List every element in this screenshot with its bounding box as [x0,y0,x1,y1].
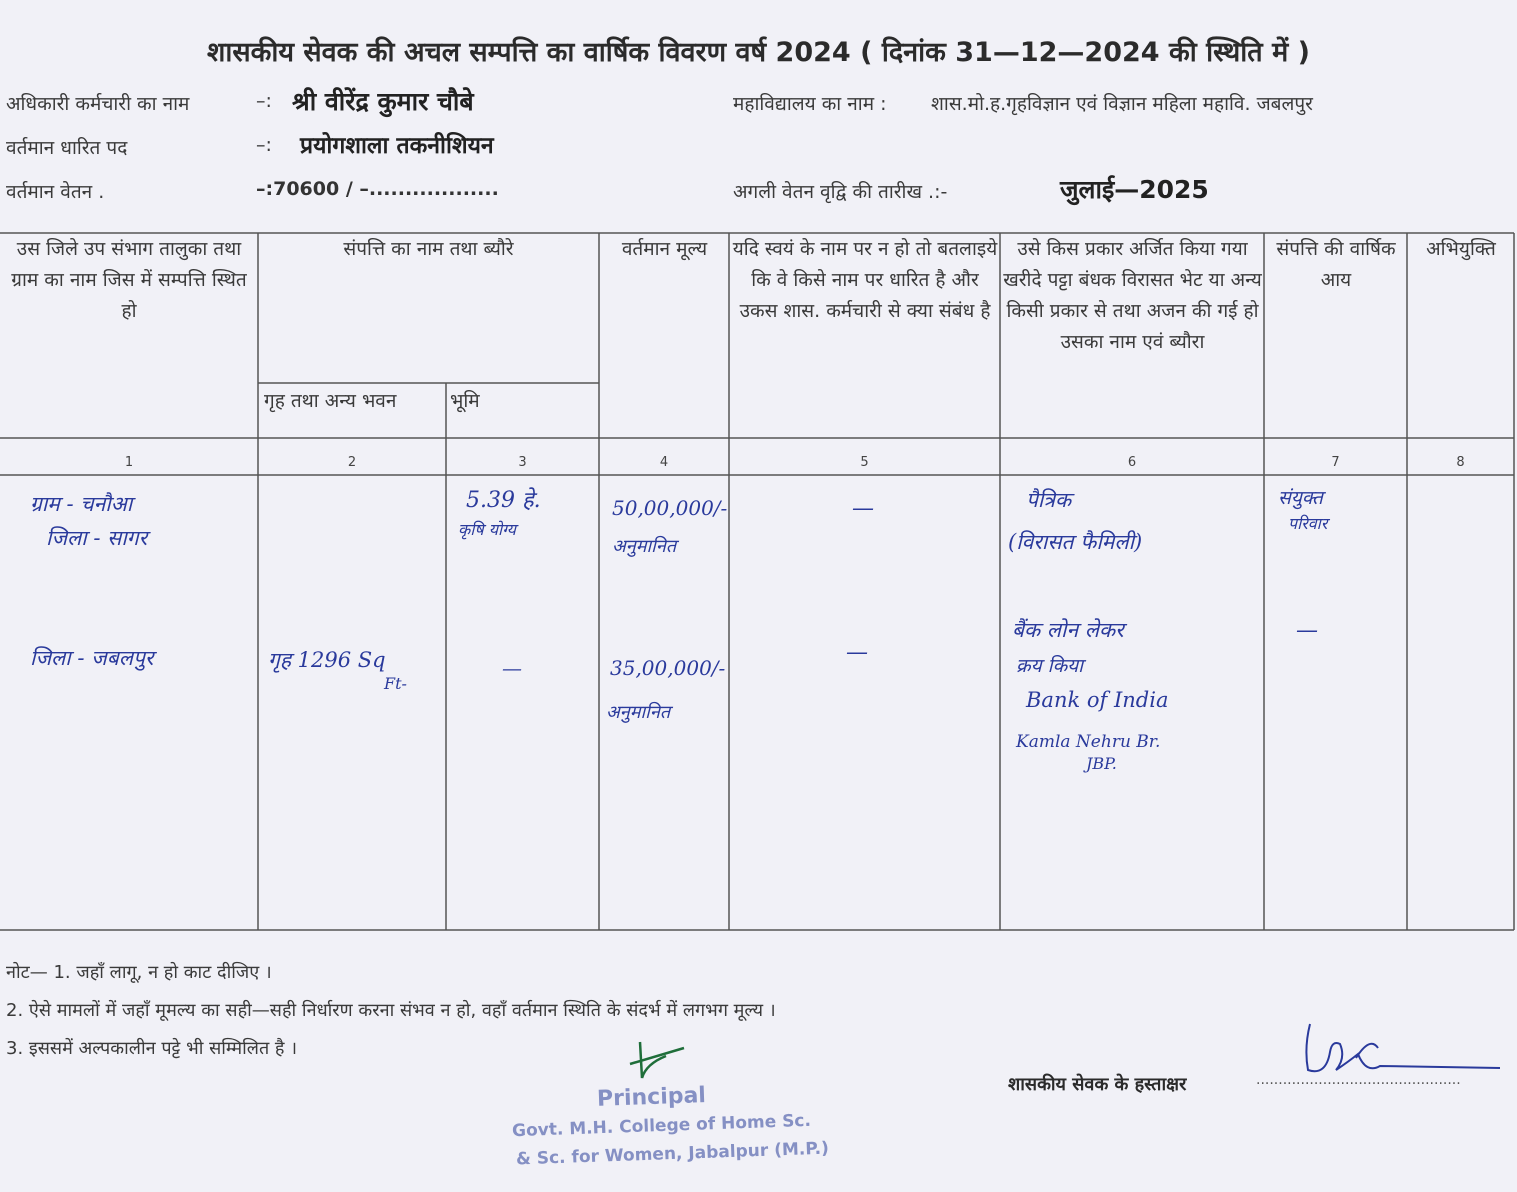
row2-acquired-detail: क्रय किया [1016,655,1084,677]
stamp-title: Principal [596,1083,707,1112]
row2-bank-name: Bank of India [1026,688,1169,712]
note-3: 3. इससमें अल्पकालीन पट्टे भी सम्मिलित है । [6,1038,298,1059]
row2-value: 35,00,000/- [610,656,726,680]
employee-name: श्री वीरेंद्र कुमार चौबे [292,87,474,116]
row2-land: — [502,656,522,680]
signature-line: .............................................. [1256,1072,1461,1088]
row1-income-note: परिवार [1288,514,1328,533]
row1-land-area: 5.39 हे. [466,488,541,513]
post-label: वर्तमान धारित पद [6,137,128,159]
stamp-college: Govt. M.H. College of Home Sc. [511,1110,812,1142]
col-number: 5 [860,455,869,470]
increment-date: जुलाई—2025 [1060,175,1209,204]
row1-location-village: ग्राम - चनौआ [30,492,133,516]
employee-signature [1296,1018,1508,1084]
salary-value: –:70600 / –.................. [256,178,499,200]
row2-building: गृह 1296 Sq [268,648,386,672]
header-property-details: संपत्ति का नाम तथा ब्यौरे [343,238,514,260]
post-separator: –: [256,134,272,156]
stamp-location: & Sc. for Women, Jabalpur (M.P.) [515,1138,830,1170]
col-number: 3 [518,455,527,470]
row2-value-note: अनुमानित [606,702,671,723]
header-land: भूमि [450,390,480,412]
college-label: महाविद्यालय का नाम : [733,93,887,115]
college-name: शास.मो.ह.गृहविज्ञान एवं विज्ञान महिला महावि. जबलपुर [931,93,1313,115]
row2-acquired: बैंक लोन लेकर [1012,618,1124,642]
name-separator: –: [256,90,272,112]
col-number: 2 [347,455,357,470]
row2-bank-branch: Kamla Nehru Br. [1016,732,1161,752]
note-2: 2. ऐसे मामलों में जहाँ मूमल्य का सही—सही निर्धारण करना संभव न हो, वहाँ वर्तमान स्थिति के संदर्भ में लगभग मूल्य । [6,1000,776,1021]
row1-acquired-detail: (विरासत फैमिली) [1008,530,1143,554]
header-remarks: अभियुक्ति [1426,238,1496,260]
row1-value-note: अनुमानित [612,536,677,557]
header-location: उस जिले उप संभाग तालुका तथा ग्राम का नाम जिस में सम्पत्ति स्थित हो [11,238,247,322]
col-number: 1 [124,455,134,470]
post-value: प्रयोगशाला तकनीशियन [300,133,494,159]
col-number: 4 [659,455,669,470]
document-title: शासकीय सेवक की अचल सम्पत्ति का वार्षिक विवरण वर्ष 2024 ( दिनांक 31—12—2024 की स्थिति में ) [207,37,1310,68]
header-annual-income: संपत्ति की वार्षिक आय [1276,238,1396,291]
row1-income: संयुक्त [1278,487,1323,509]
row1-location-district: जिला - सागर [46,526,148,550]
row1-value: 50,00,000/- [612,496,728,520]
col-number: 6 [1127,455,1137,470]
row1-land-type: कृषि योग्य [458,520,516,539]
name-label: अधिकारी कर्मचारी का नाम [6,93,190,115]
header-acquisition: उसे किस प्रकार अर्जित किया गया खरीदे पट्टा बंधक विरासत भेट या अन्य किसी प्रकार से तथा अजन की गई हो उसका नाम एवं ब्यौरा [1003,238,1262,353]
header-holder: यदि स्वयं के नाम पर न हो तो बतलाइये कि वे किसे नाम पर धारित है और उकस शास. कर्मचारी से क्या संबंध है [732,238,998,322]
signature-label: शासकीय सेवक के हस्ताक्षर [1008,1074,1187,1095]
row2-location-district: जिला - जबलपुर [30,646,154,670]
row2-holder: — [846,640,868,665]
principal-initials [626,1034,706,1086]
col-number: 8 [1456,455,1465,470]
row2-building-unit: Ft- [384,674,407,693]
salary-label: वर्तमान वेतन . [6,181,105,203]
header-building: गृह तथा अन्य भवन [264,390,397,412]
row1-acquired: पैत्रिक [1026,488,1072,512]
row1-holder: — [852,496,874,521]
header-current-value: वर्तमान मूल्य [621,238,708,260]
increment-label: अगली वेतन वृद्वि की तारीख .:- [733,181,948,203]
row2-income: — [1296,618,1318,643]
note-1: नोट— 1. जहाँ लागू, न हो काट दीजिए । [6,962,272,983]
col-number: 7 [1331,455,1340,470]
row2-bank-city: JBP. [1086,754,1117,773]
